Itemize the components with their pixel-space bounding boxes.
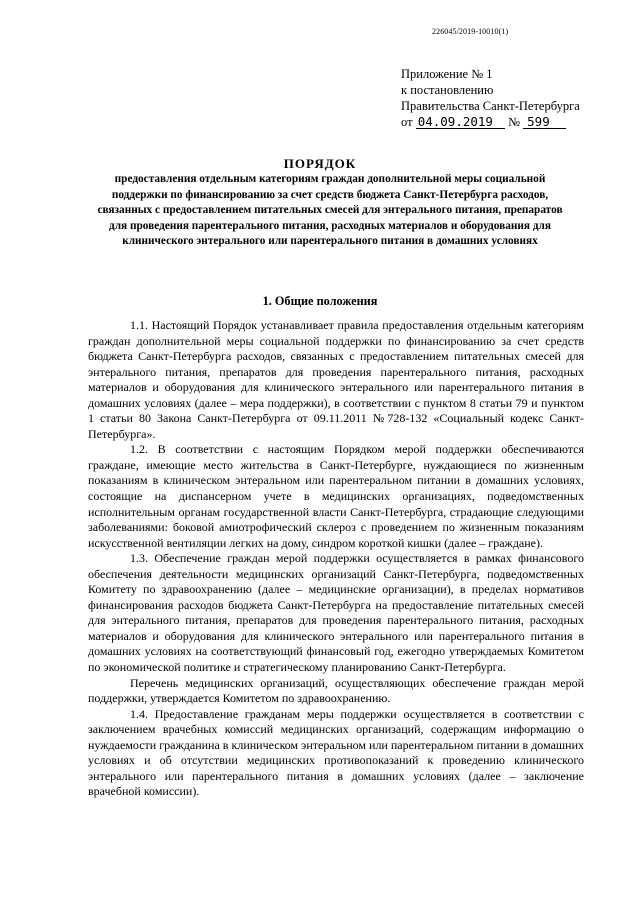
section-heading: 1. Общие положения <box>262 294 378 308</box>
paragraph-1-4: 1.4. Предоставление гражданам меры поддержки осуществляется в соответствии с заключением врачебных комиссий медицинских организаций, содержащим информацию о нуждаемости гражданина в клиническом энтеральном или парентеральном питании в домашних условиях и об отсутствии медицинских противопоказаний к проведению клинического энтерального или парентерального питания в домашних условиях (далее – заключение врачебной комиссии). <box>88 706 584 799</box>
handwritten-date: 04.09.2019 <box>416 115 505 129</box>
document-registration-number: 226045/2019-10010(1) <box>432 27 509 36</box>
appendix-block <box>401 66 580 130</box>
paragraph-1-1: 1.1. Настоящий Порядок устанавливает правила предоставления отдельным категориям граждан дополнительной меры социальной поддержки по финансированию за счет средств бюджета Санкт-Петербурга расходов, связанных с предоставлением питательных смесей для энтерального питания, препаратов для проведения парентерального питания, расходных материалов и оборудования для клинического энтерального или парентерального питания в домашних условиях (далее – мера поддержки), в соответствии с пунктом 8 статьи 79 и пунктом 1 статьи 80 Закона Санкт-Петербурга от 09.11.2011 №728-132 «Социальный кодекс Санкт-Петербурга». <box>88 318 584 441</box>
appendix-line-2: к постановлению <box>401 83 494 97</box>
handwritten-number: 599 <box>523 115 566 129</box>
appendix-line-3: Правительства Санкт-Петербурга <box>401 99 580 113</box>
paragraph-1-2: 1.2. В соответствии с настоящим Порядком мерой поддержки обеспечиваются граждане, имеющие место жительства в Санкт-Петербурге, нуждающиеся по жизненным показаниям в клиническом энтеральном или парентеральном питании в домашних условиях, состоящие на диспансерном учете в медицинских организациях, подведомственных исполнительным органам государственной власти Санкт-Петербурга, страдающие следующими заболеваниями: боковой амиотрофический склероз с проведением по жизненным показаниям искусственной вентиляции легких на дому, синдром короткой кишки (далее – граждане). <box>88 442 584 550</box>
document-body <box>88 318 584 800</box>
number-prefix: № <box>508 115 521 129</box>
appendix-date-line <box>401 114 580 130</box>
document-subtitle: предоставления отдельным категориям граждан дополнительной меры социальной поддержки по финансированию за счет средств бюджета Санкт-Петербурга расходов, связанных с предоставлением питательных смесей для энтерального питания, препаратов для проведения парентерального питания, расходных материалов и оборудования для клинического энтерального или парентерального питания в домашних условиях <box>97 173 563 248</box>
document-title: ПОРЯДОК <box>283 156 357 171</box>
paragraph-1-3: 1.3. Обеспечение граждан мерой поддержки осуществляется в рамках финансового обеспечения деятельности медицинских организаций Санкт-Петербурга, подведомственных Комитету по здравоохранению (далее – медицинские организации), в пределах нормативов финансирования расходов бюджета Санкт-Петербурга на предоставление питательных смесей для энтерального питания, препаратов для проведения парентерального питания, расходных материалов и оборудования для клинического энтерального или парентерального питания в домашних условиях на соответствующий финансовый год, ежегодно утверждаемых Комитетом по экономической политике и стратегическому планированию Санкт-Петербурга. <box>88 551 584 675</box>
date-prefix: от <box>401 115 413 129</box>
paragraph-list-approval: Перечень медицинских организаций, осуществляющих обеспечение граждан мерой поддержки, утверждается Комитетом по здравоохранению. <box>88 675 584 706</box>
appendix-line-1: Приложение № 1 <box>401 67 493 81</box>
